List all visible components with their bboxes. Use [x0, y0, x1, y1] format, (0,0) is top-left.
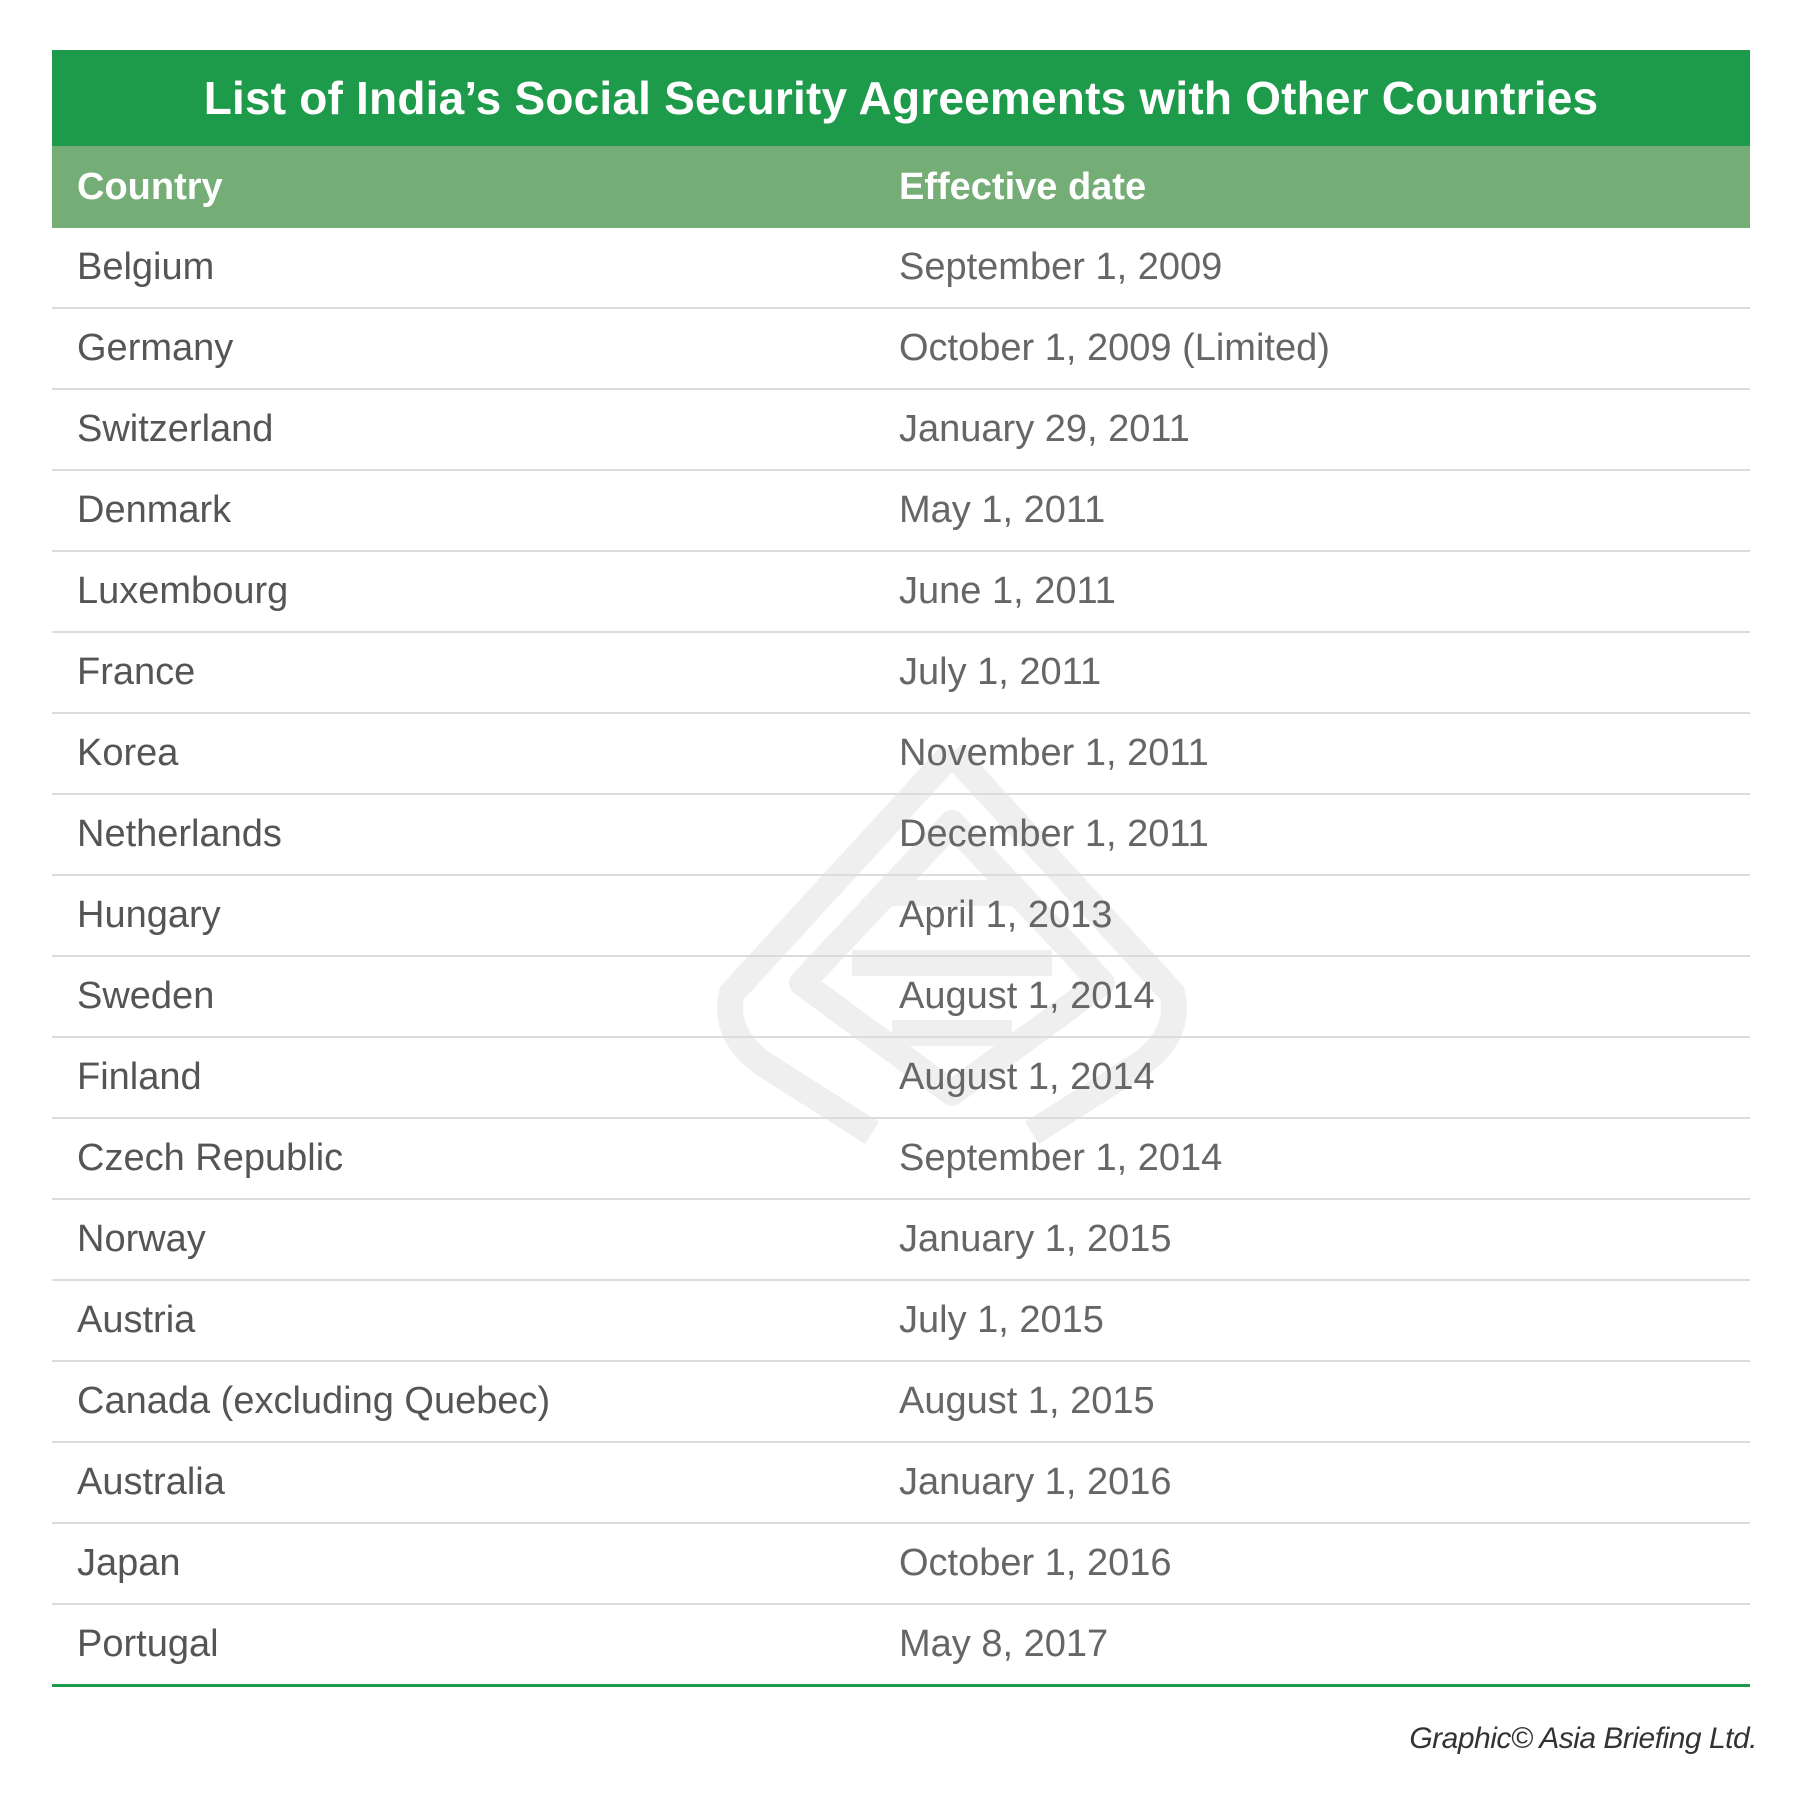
country-cell: Denmark [77, 489, 232, 531]
country-cell: Germany [77, 327, 234, 369]
table-row [52, 1119, 1750, 1200]
table-row [52, 390, 1750, 471]
date-cell: May 1, 2011 [899, 489, 1106, 531]
table-row [52, 1038, 1750, 1119]
date-cell: September 1, 2014 [899, 1137, 1223, 1179]
country-cell: Luxembourg [77, 570, 289, 612]
table-row [52, 1200, 1750, 1281]
country-cell: Switzerland [77, 408, 274, 450]
country-cell: Czech Republic [77, 1137, 344, 1179]
date-cell: April 1, 2013 [899, 894, 1113, 936]
header-country: Country [77, 165, 223, 208]
table-body [52, 228, 1750, 1687]
date-cell: October 1, 2009 (Limited) [899, 327, 1330, 369]
country-cell: Sweden [77, 975, 215, 1017]
table-row [52, 714, 1750, 795]
country-cell: Netherlands [77, 813, 282, 855]
table-title: List of India’s Social Security Agreements with Other Countries [52, 50, 1750, 146]
date-cell: August 1, 2015 [899, 1380, 1155, 1422]
date-cell: January 29, 2011 [899, 408, 1190, 450]
table-row [52, 1281, 1750, 1362]
header-effective-date: Effective date [899, 165, 1147, 208]
date-cell: November 1, 2011 [899, 732, 1209, 774]
country-cell: Hungary [77, 894, 221, 936]
country-cell: Canada (excluding Quebec) [77, 1380, 551, 1422]
date-cell: August 1, 2014 [899, 1056, 1155, 1098]
country-cell: Australia [77, 1461, 225, 1503]
country-cell: Portugal [77, 1623, 219, 1665]
graphic-credit: Graphic© Asia Briefing Ltd. [1409, 1722, 1757, 1755]
table-row [52, 228, 1750, 309]
date-cell: May 8, 2017 [899, 1623, 1109, 1665]
country-cell: Norway [77, 1218, 206, 1260]
table-row [52, 1443, 1750, 1524]
date-cell: September 1, 2009 [899, 246, 1223, 288]
date-cell: July 1, 2011 [899, 651, 1102, 693]
table-row [52, 633, 1750, 714]
date-cell: August 1, 2014 [899, 975, 1155, 1017]
table-row [52, 471, 1750, 552]
table-row [52, 1605, 1750, 1687]
date-cell: July 1, 2015 [899, 1299, 1104, 1341]
table-row [52, 795, 1750, 876]
country-cell: Korea [77, 732, 179, 774]
table-row [52, 876, 1750, 957]
date-cell: December 1, 2011 [899, 813, 1209, 855]
table-header-row [52, 146, 1750, 228]
country-cell: France [77, 651, 196, 693]
date-cell: January 1, 2016 [899, 1461, 1172, 1503]
country-cell: Japan [77, 1542, 181, 1584]
agreements-table [52, 50, 1750, 1687]
table-row [52, 1524, 1750, 1605]
table-row [52, 552, 1750, 633]
table-row [52, 1362, 1750, 1443]
date-cell: October 1, 2016 [899, 1542, 1172, 1584]
country-cell: Austria [77, 1299, 196, 1341]
date-cell: January 1, 2015 [899, 1218, 1172, 1260]
date-cell: June 1, 2011 [899, 570, 1116, 612]
country-cell: Finland [77, 1056, 202, 1098]
table-row [52, 309, 1750, 390]
country-cell: Belgium [77, 246, 215, 288]
table-row [52, 957, 1750, 1038]
